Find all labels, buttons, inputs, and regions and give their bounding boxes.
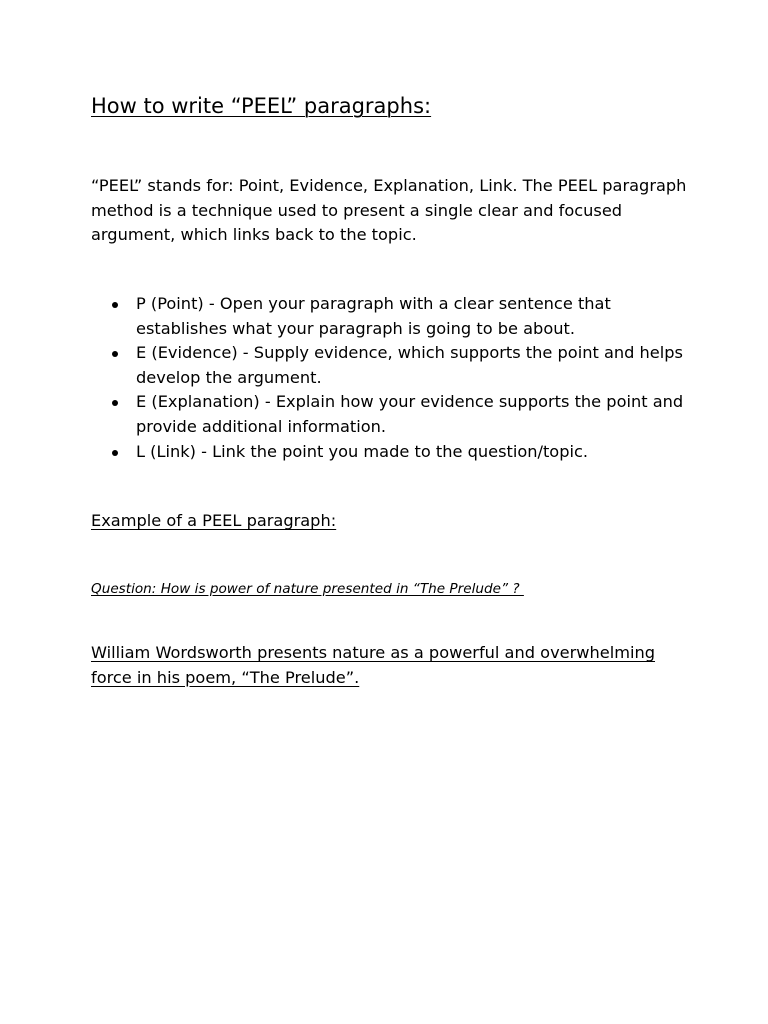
bullet-evidence: [91, 341, 701, 390]
bullet-text: P (Point) - Open your paragraph with a clear sentence that establishes what your paragraph is going to be about.: [136, 294, 611, 338]
intro-paragraph: “PEEL” stands for: Point, Evidence, Explanation, Link. The PEEL paragraph method is a technique used to present a single clear and focused argument, which links back to the topic.: [91, 176, 687, 245]
bullet-icon: [112, 302, 118, 308]
bullet-point: [91, 292, 701, 341]
bullet-icon: [112, 400, 118, 406]
bullet-link: [91, 440, 701, 465]
example-answer: William Wordsworth presents nature as a powerful and overwhelming force in his poem, “The Prelude”.: [91, 643, 656, 687]
bullet-text: L (Link) - Link the point you made to the question/topic.: [136, 441, 589, 461]
example-heading: Example of a PEEL paragraph:: [91, 511, 337, 530]
document-title: How to write “PEEL” paragraphs:: [91, 94, 432, 118]
bullet-explanation: [91, 390, 701, 439]
bullet-text: E (Explanation) - Explain how your evidence supports the point and provide additional information.: [136, 392, 684, 436]
bullet-icon: [112, 351, 118, 357]
peel-bullet-list: [91, 292, 701, 464]
bullet-icon: [112, 450, 118, 456]
example-question: Question: How is power of nature presented in “The Prelude” ?: [91, 581, 524, 597]
bullet-text: E (Evidence) - Supply evidence, which supports the point and helps develop the argument.: [136, 343, 683, 387]
